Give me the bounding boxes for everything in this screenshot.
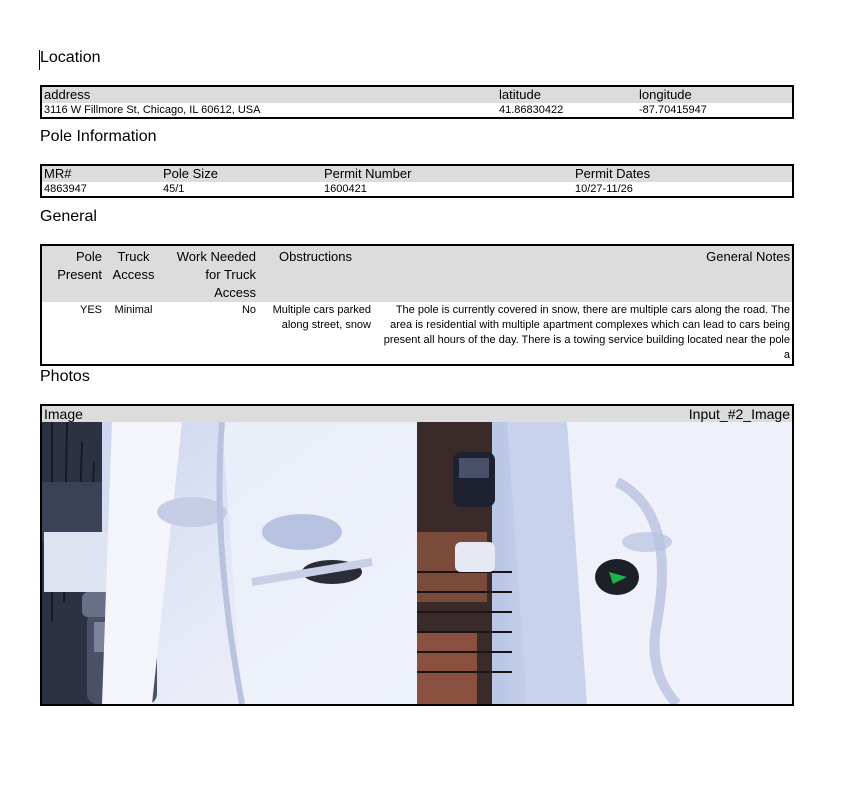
pole-information-title: Pole Information — [40, 128, 157, 145]
pole-present-header: Pole Present — [41, 245, 104, 302]
permit-dates-header: Permit Dates — [573, 165, 793, 182]
general-table — [40, 244, 794, 366]
pole-header-row — [41, 165, 793, 182]
pole-size-header: Pole Size — [161, 165, 322, 182]
work-needed-header: Work Needed for Truck Access — [163, 245, 258, 302]
pole-size-value: 45/1 — [163, 183, 185, 195]
mr-header: MR# — [41, 165, 161, 182]
pole-row — [41, 182, 793, 197]
photos-title: Photos — [40, 368, 90, 385]
general-notes-header: General Notes — [373, 245, 793, 302]
latitude-value: 41.86830422 — [499, 104, 564, 116]
general-header-row — [41, 245, 793, 302]
permit-number-value: 1600421 — [324, 183, 367, 195]
general-row — [41, 302, 793, 365]
location-title: Location — [40, 49, 101, 66]
pole-information-table — [40, 164, 794, 198]
location-row — [41, 103, 793, 118]
address-header: address — [41, 86, 497, 103]
photos-table — [40, 404, 794, 706]
snow-street-photo — [42, 422, 417, 704]
image-header: Image — [41, 405, 417, 422]
general-title: General — [40, 208, 97, 225]
mr-value: 4863947 — [44, 183, 87, 195]
latitude-header: latitude — [497, 86, 637, 103]
obstructions-header: Obstructions — [258, 245, 373, 302]
work-needed-value: No — [241, 304, 256, 316]
truck-access-header: Truck Access — [104, 245, 163, 302]
general-notes-value: The pole is currently covered in snow, there are multiple cars along the road. The area is residential with multiple apartment complexes which can lead to cars being present all hours of the day. There is a towing service building located near the pole a — [383, 304, 790, 361]
truck-access-value: Minimal — [114, 304, 153, 316]
longitude-value: -87.70415947 — [639, 104, 707, 116]
address-value: 3116 W Fillmore St, Chicago, IL 60612, USA — [44, 104, 261, 116]
location-header-row — [41, 86, 793, 103]
photos-header-row — [41, 405, 793, 422]
input-2-image-header: Input_#2_Image — [417, 405, 793, 422]
location-table — [40, 85, 794, 119]
longitude-header: longitude — [637, 86, 793, 103]
pole-present-value: YES — [79, 304, 102, 316]
permit-dates-value: 10/27-11/26 — [575, 183, 633, 195]
permit-number-header: Permit Number — [322, 165, 573, 182]
photos-row — [41, 422, 793, 705]
obstructions-value: Multiple cars parked along street, snow — [272, 304, 371, 331]
snow-covered-pole-photo — [417, 422, 792, 704]
